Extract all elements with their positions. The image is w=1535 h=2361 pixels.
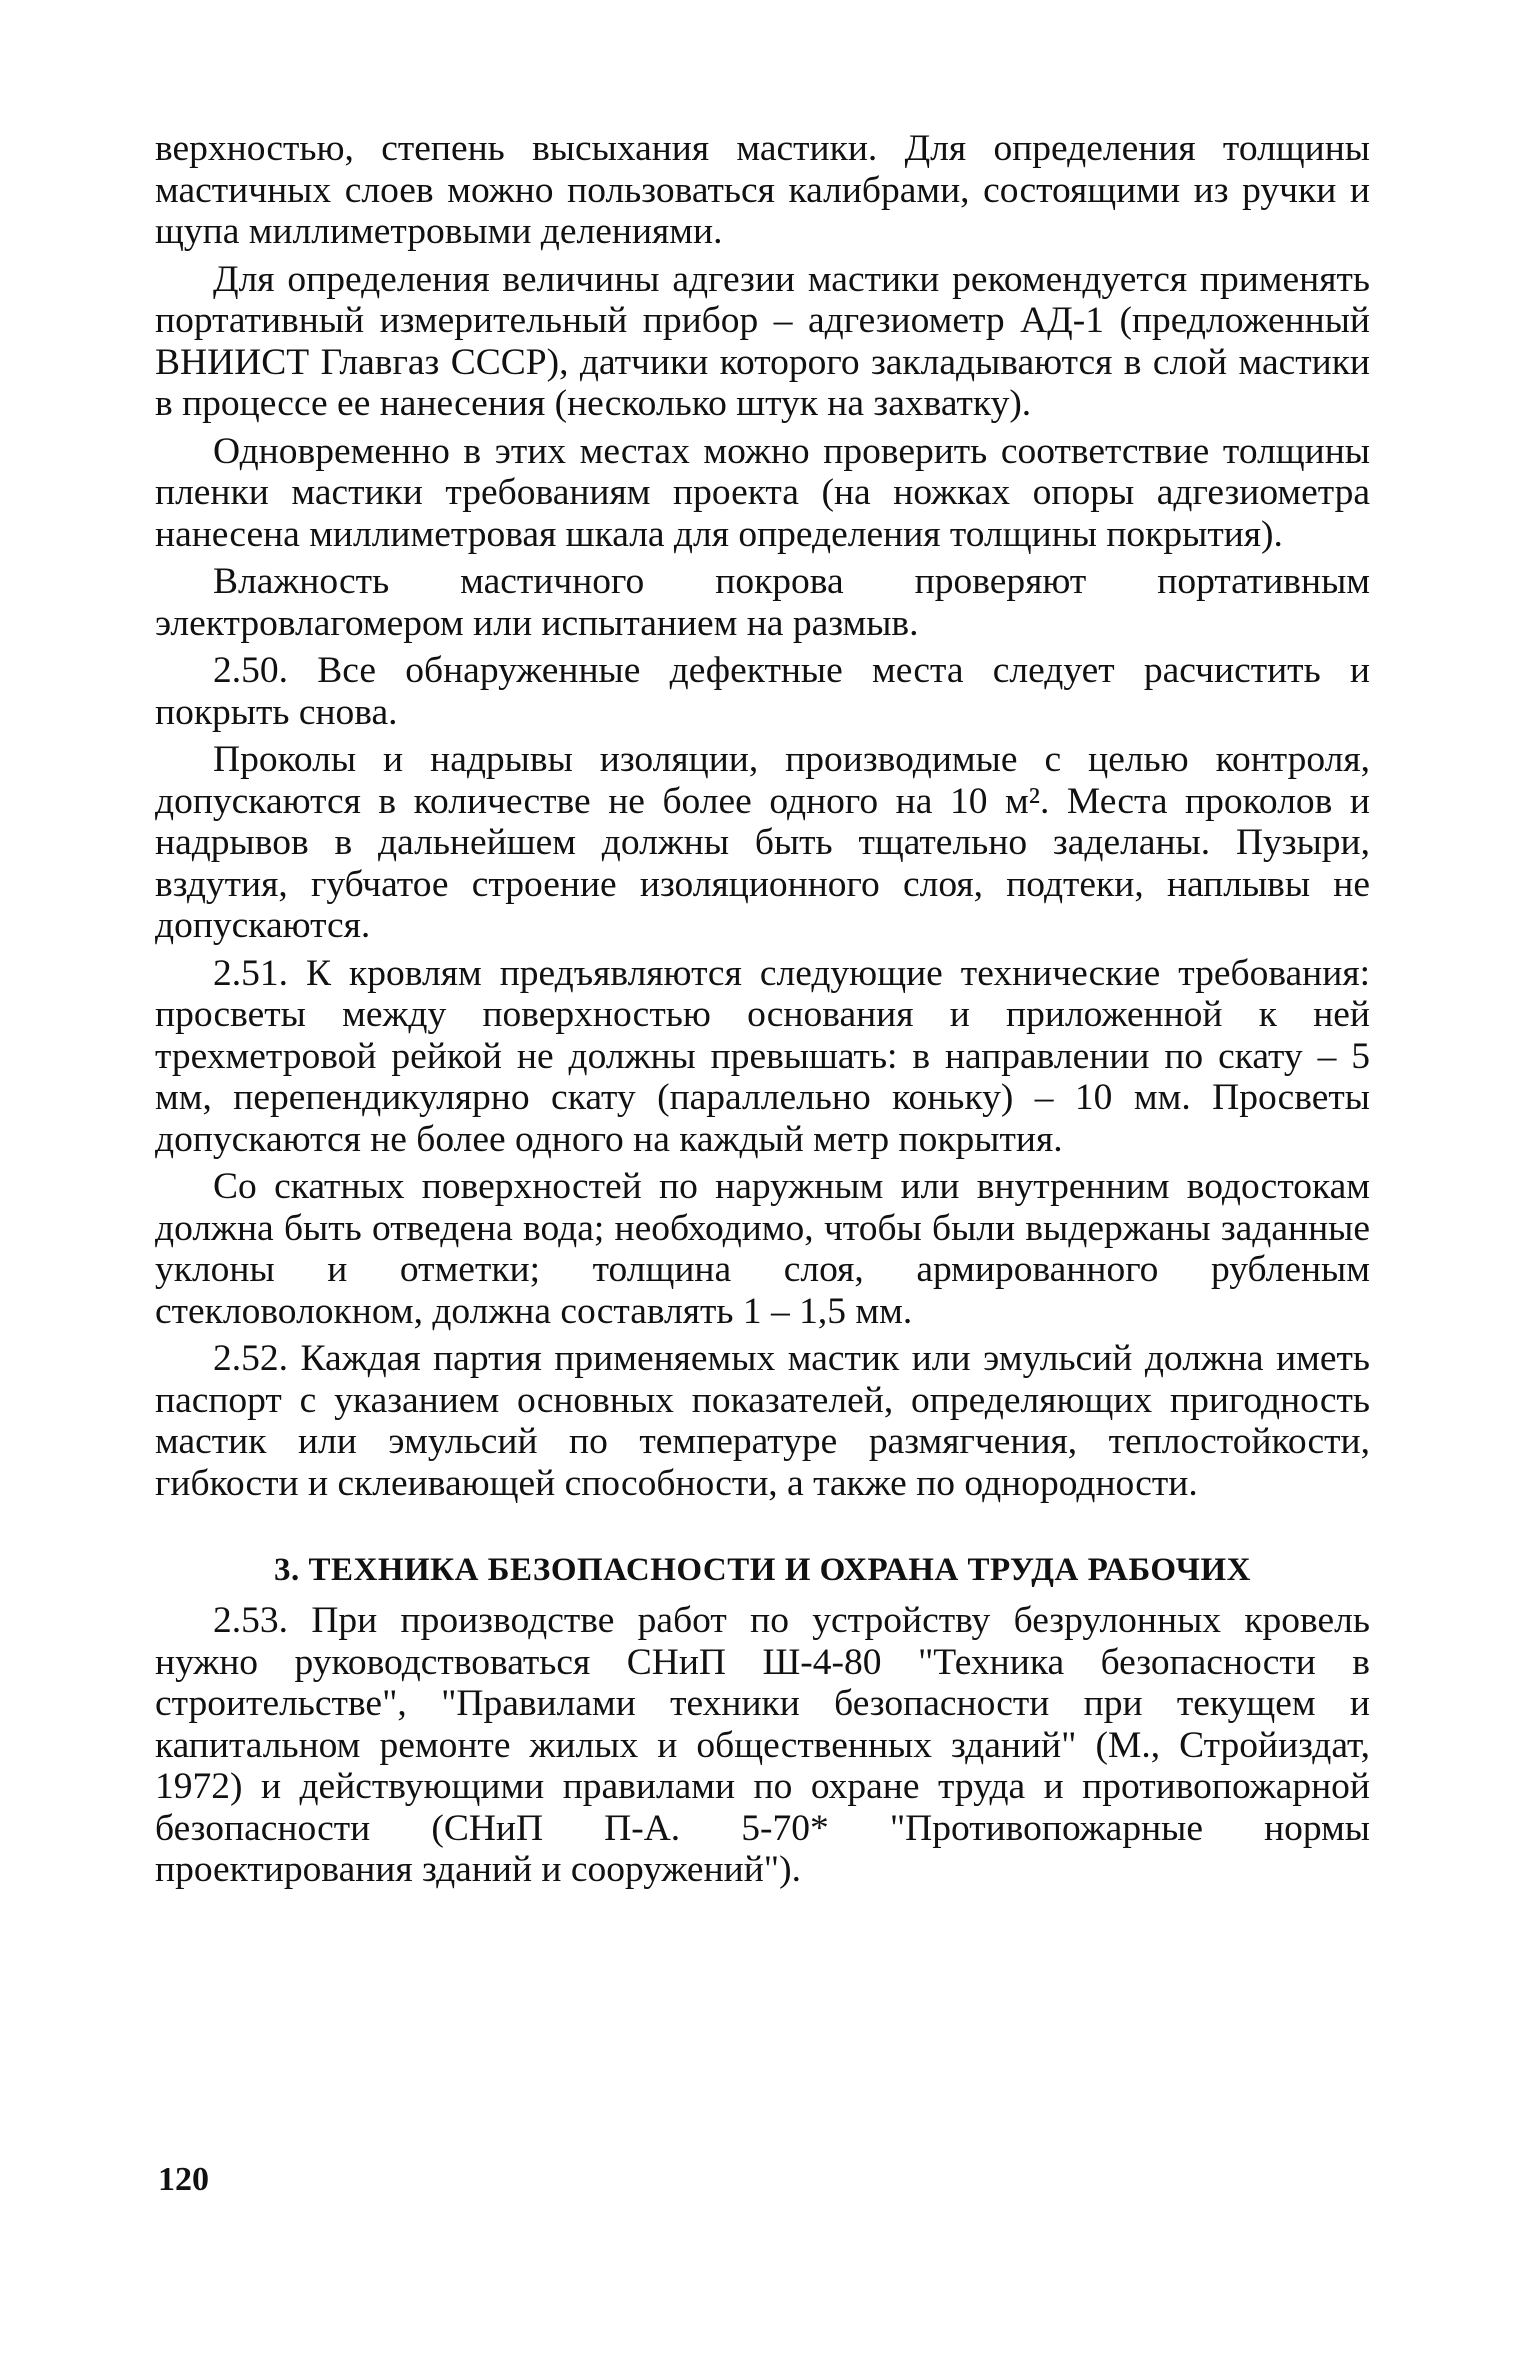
paragraph-drainage: Со скатных поверхностей по наружным или внутренним водостокам должна быть отведена вода; необходимо, чтобы были выдержаны заданные уклоны и отметки; толщина слоя, армированного рубленым стекловолокном, должна составлять 1 – 1,5 мм. xyxy=(155,1166,1370,1332)
paragraph-thickness-control: верхностью, степень высыхания мастики. Для определения толщины мастичных слоев можно пользоваться калибрами, состоящими из ручки и щупа миллиметровыми делениями. xyxy=(155,128,1370,252)
paragraph-adhesion-meter: Для определения величины адгезии мастики рекомендуется применять портативный измерительный прибор – адгезиометр АД-1 (предложенный ВНИИСТ Главгаз СССР), датчики которого закладываются в слой мастики в процессе ее нанесения (несколько штук на захватку). xyxy=(155,258,1370,424)
paragraph-2-53: 2.53. При производстве работ по устройству безрулонных кровель нужно руководствоваться СНиП Ш-4-80 "Техника безопасности в строительстве", "Правилами техники безопасности при текущем и капитальном ремонте жилых и общественных зданий" (М., Стройиздат, 1972) и действующими правилами по охране труда и противопожарной безопасности (СНиП П-А. 5-70* "Противопожарные нормы проектирования зданий и сооружений"). xyxy=(155,1600,1370,1890)
paragraph-film-thickness: Одновременно в этих местах можно проверить соответствие толщины пленки мастики требованиям проекта (на ножках опоры адгезиометра нанесена миллиметровая шкала для определения толщины покрытия). xyxy=(155,430,1370,555)
paragraph-2-51: 2.51. К кровлям предъявляются следующие технические требования: просветы между поверхностью основания и приложенной к ней трехметровой рейкой не должны превышать: в направлении по скату – 5 мм, перепендикулярно скату (параллельно коньку) – 10 мм. Просветы допускаются не более одного на каждый метр покрытия. xyxy=(155,952,1370,1160)
paragraph-moisture-check: Влажность мастичного покрова проверяют портативным электровлагомером или испытанием на размыв. xyxy=(155,561,1370,644)
page-body xyxy=(155,128,1370,1897)
page-number: 120 xyxy=(158,2161,209,2198)
section-heading: 3. ТЕХНИКА БЕЗОПАСНОСТИ И ОХРАНА ТРУДА РАБОЧИХ xyxy=(273,1552,1251,1588)
paragraph-2-50: 2.50. Все обнаруженные дефектные места следует расчистить и покрыть снова. xyxy=(155,650,1370,733)
paragraph-punctures: Проколы и надрывы изоляции, производимые с целью контроля, допускаются в количестве не более одного на 10 м². Места проколов и надрывов в дальнейшем должны быть тщательно заделаны. Пузыри, вздутия, губчатое строение изоляционного слоя, подтеки, наплывы не допускаются. xyxy=(155,739,1370,946)
paragraph-2-52: 2.52. Каждая партия применяемых мастик или эмульсий должна иметь паспорт с указанием основных показателей, определяющих пригодность мастик или эмульсий по температуре размягчения, теплостойкости, гибкости и склеивающей способности, а также по однородности. xyxy=(155,1338,1370,1504)
